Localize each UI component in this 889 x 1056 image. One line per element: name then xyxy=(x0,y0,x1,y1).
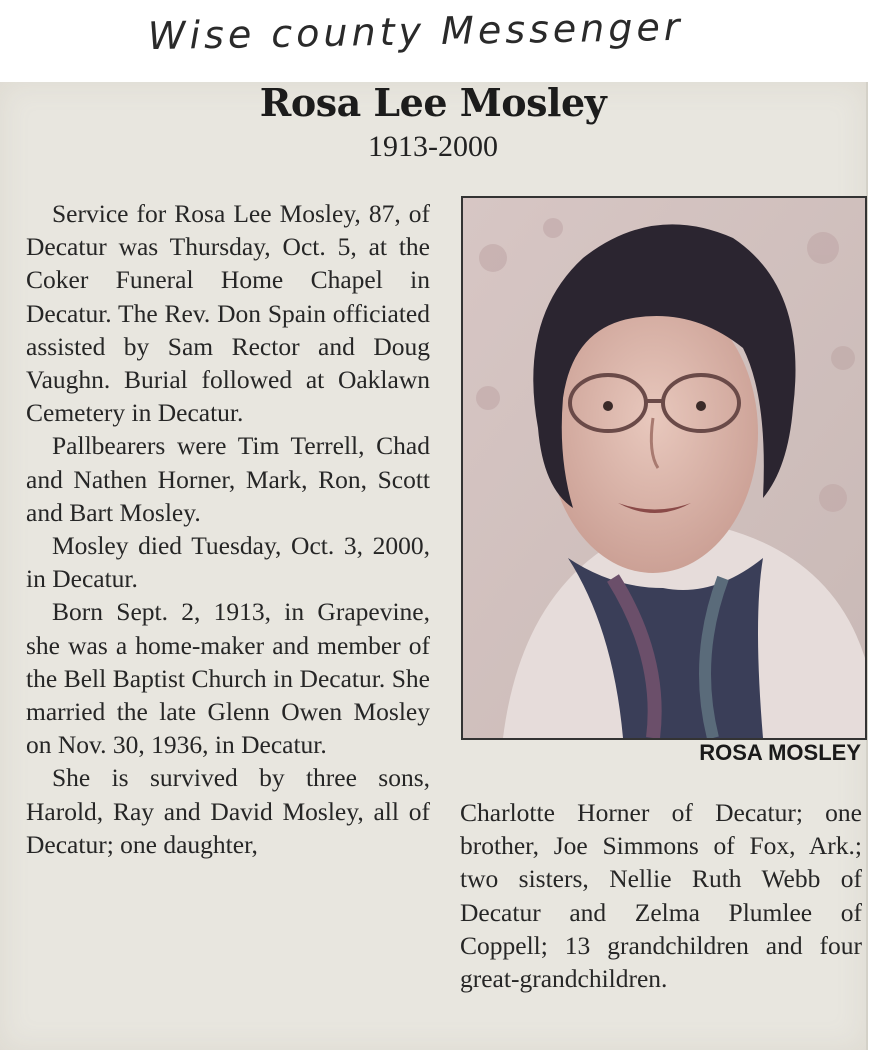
photo-caption: ROSA MOSLEY xyxy=(699,740,861,765)
portrait-illustration xyxy=(463,198,865,738)
paragraph-death: Mosley died Tuesday, Oct. 3, 2000, in Decatur. xyxy=(26,531,430,594)
paragraph-survivors-continued: Charlotte Horner of Decatur; one brother, Joe Simmons of Fox, Ark.; two sisters, Nellie Ruth Webb of Decatur and Zelma Plumlee of Coppell; 13 grandchildren and four great-grandchildren. xyxy=(460,798,862,994)
obituary-headline: Rosa Lee Mosley xyxy=(259,80,607,125)
paragraph-survivors: She is survived by three sons, Harold, Ray and David Mosley, all of Decatur; one daughter, xyxy=(26,763,430,859)
right-column xyxy=(460,796,862,995)
left-column xyxy=(26,197,430,861)
paragraph-pallbearers: Pallbearers were Tim Terrell, Chad and Nathen Horner, Mark, Ron, Scott and Bart Mosley. xyxy=(26,431,430,527)
portrait-photo xyxy=(461,196,867,740)
obituary-years: 1913-2000 xyxy=(368,130,498,163)
paragraph-service: Service for Rosa Lee Mosley, 87, of Decatur was Thursday, Oct. 5, at the Coker Funeral Home Chapel in Decatur. The Rev. Don Spain officiated assisted by Sam Rector and Doug Vaughn. Burial followed at Oaklawn Cemetery in Decatur. xyxy=(26,199,430,428)
paragraph-biography: Born Sept. 2, 1913, in Grapevine, she was a home-maker and member of the Bell Baptist Church in Decatur. She married the late Glenn Owen Mosley on Nov. 30, 1936, in Decatur. xyxy=(26,597,430,760)
handwritten-source-note: Wise county Messenger xyxy=(147,4,684,59)
